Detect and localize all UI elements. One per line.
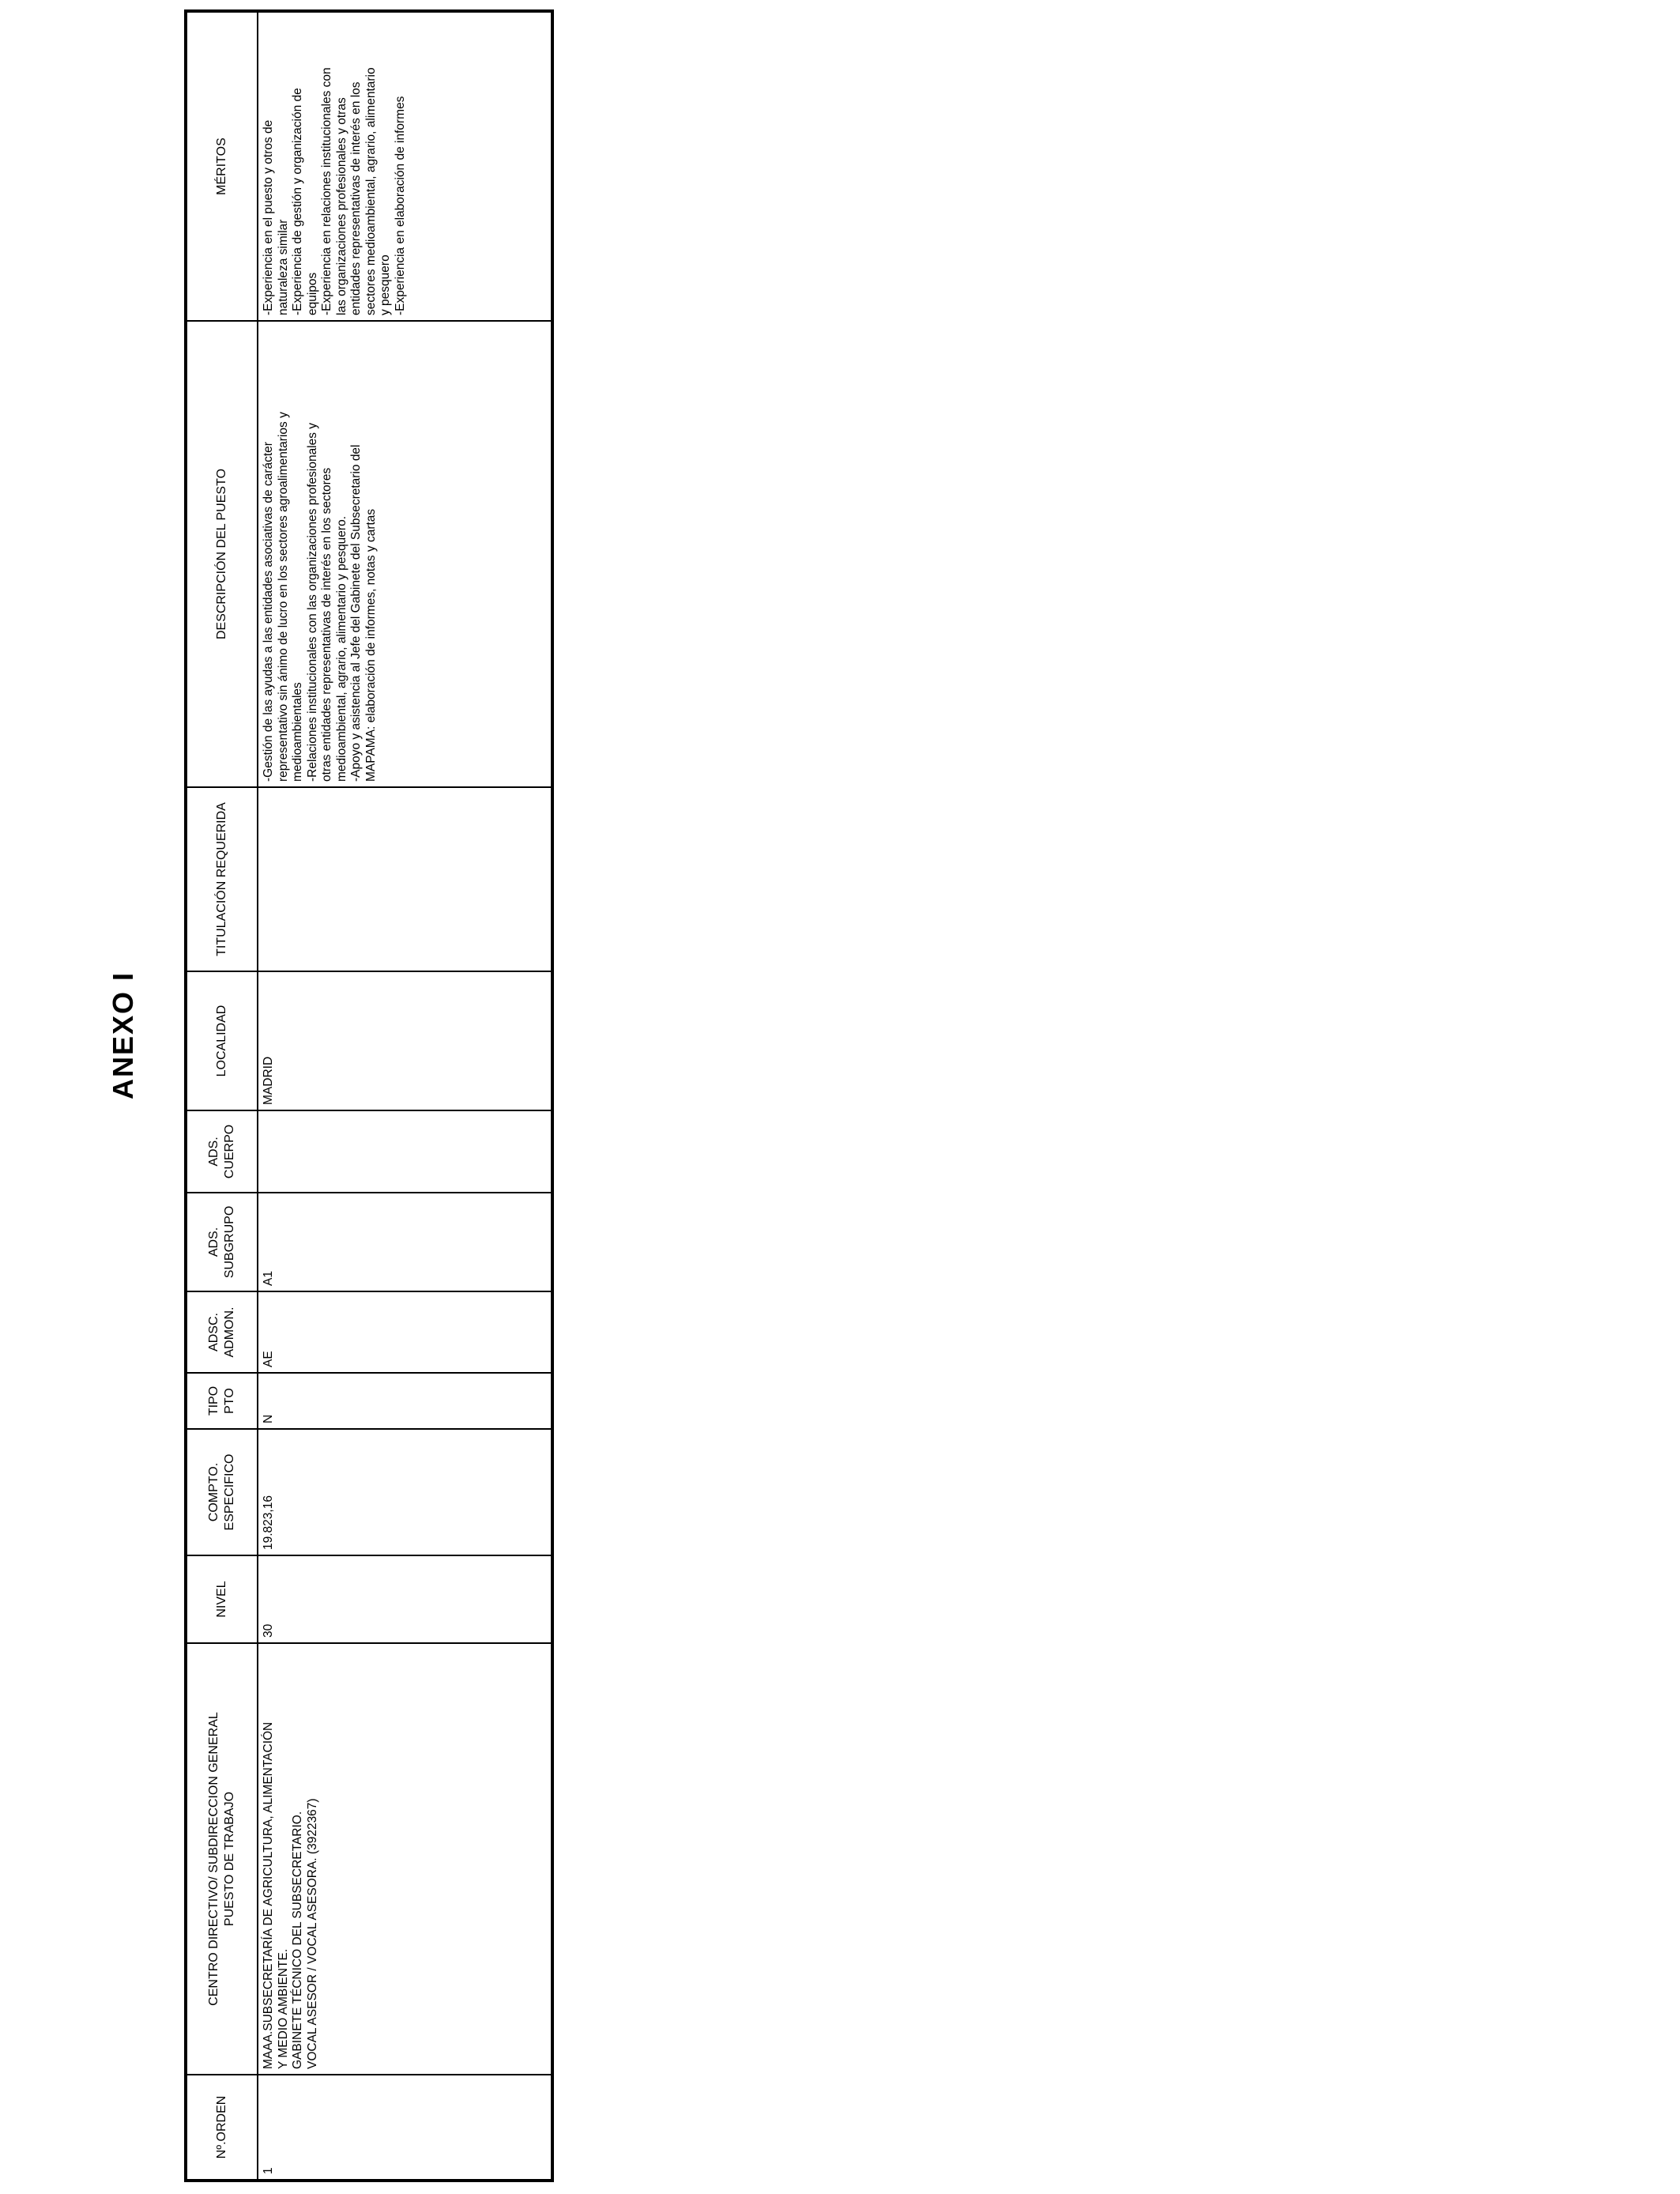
page-title: ANEXO I [107, 971, 139, 1100]
annex-table [184, 9, 554, 2182]
header-titulacion: TITULACIÓN REQUERIDA [186, 787, 258, 971]
header-tipo: TIPO PTO [186, 1373, 258, 1429]
header-orden: Nº.ORDEN [186, 2075, 258, 2181]
cell-orden: 1 [258, 2075, 552, 2181]
cell-titulacion [258, 787, 552, 971]
header-admon: ADSC. ADMON. [186, 1291, 258, 1373]
cell-compto: 19.823,16 [258, 1429, 552, 1555]
cell-tipo: N [258, 1373, 552, 1429]
cell-subgrupo: A1 [258, 1193, 552, 1291]
annex-table-container [184, 13, 554, 2182]
cell-nivel: 30 [258, 1555, 552, 1643]
cell-centro: MAAA.SUBSECRETARÍA DE AGRICULTURA, ALIMENTACIÓN Y MEDIO AMBIENTE. GABINETE TÉCNICO DEL SUBSECRETARIO. VOCAL ASESOR / VOCAL ASESORA. (3922367) [258, 1643, 552, 2075]
cell-cuerpo [258, 1110, 552, 1193]
header-subgrupo: ADS. SUBGRUPO [186, 1193, 258, 1291]
header-cuerpo: ADS. CUERPO [186, 1110, 258, 1193]
table-row [258, 11, 552, 2181]
header-centro: CENTRO DIRECTIVO/ SUBDIRECCION GENERAL PUESTO DE TRABAJO [186, 1643, 258, 2075]
header-descripcion: DESCRIPCIÓN DEL PUESTO [186, 321, 258, 787]
header-nivel: NIVEL [186, 1555, 258, 1643]
header-meritos: MÉRITOS [186, 11, 258, 321]
cell-descripcion: -Gestión de las ayudas a las entidades asociativas de carácter representativo sin ánimo de lucro en los sectores agroalimentarios y medioambientales -Relaciones institucionales con las organizaciones profesionales y otras entidades representativas de interés en los sectores medioambiental, agrario, alimentario y pesquero. -Apoyo y asistencia al Jefe del Gabinete del Subsecretario del MAPAMA: elaboración de informes, notas y cartas [258, 321, 552, 787]
cell-meritos: -Experiencia en el puesto y otros de naturaleza similar -Experiencia de gestión y organización de equipos -Experiencia en relaciones institucionales con las organizaciones profesionales y otras entidades representativas de interés en los sectores medioambiental, agrario, alimentario y pesquero -Experiencia en elaboración de informes [258, 11, 552, 321]
cell-localidad: MADRID [258, 971, 552, 1110]
header-localidad: LOCALIDAD [186, 971, 258, 1110]
cell-admon: AE [258, 1291, 552, 1373]
header-compto: COMPTO. ESPECIFICO [186, 1429, 258, 1555]
table-header-row [186, 11, 258, 2181]
